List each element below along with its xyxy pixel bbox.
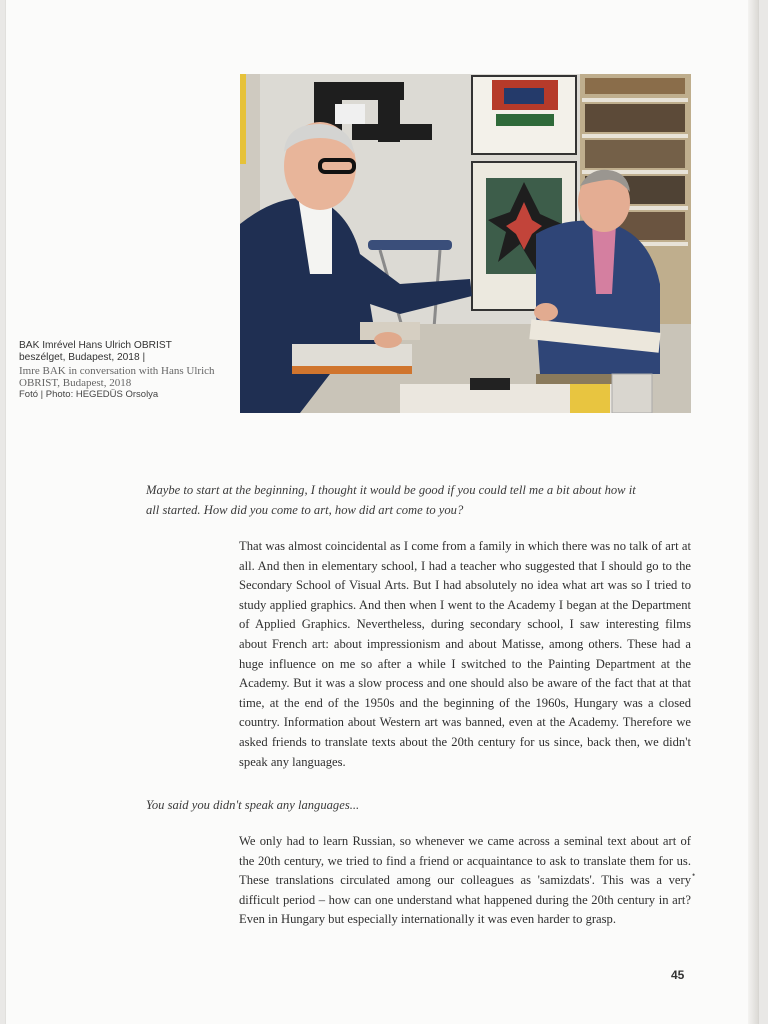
page-number: 45	[671, 968, 685, 982]
caption-english: Imre BAK in conversation with Hans Ulrich OBRIST, Budapest, 2018	[19, 364, 215, 389]
page-edge-shadow	[748, 0, 758, 1024]
caption-hungarian: BAK Imrével Hans Ulrich OBRIST beszélget, Budapest, 2018 |	[19, 340, 172, 364]
question-1: Maybe to start at the beginning, I thought it would be good if you could tell me a bit about how it all started. How did you come to art, how did art come to you?	[146, 483, 636, 517]
answer-2: We only had to learn Russian, so whenever we came across a seminal text about art of the 20th century, we tried to find a friend or acquaintance to ask to translate them for us. These translations circulated among our colleagues as 'samizdats'. This was a very difficult period – how can one understand what happened during the 20th century in art? Even in Hungary but especially internationally it was even harder to grasp.	[239, 834, 691, 927]
photo-interview-scene-icon	[240, 74, 691, 413]
photo-caption	[19, 340, 219, 401]
caption-credit: Fotó | Photo: HEGEDÜS Orsolya	[19, 389, 159, 401]
margin-dot: •	[692, 870, 696, 880]
question-2: You said you didn't speak any languages...	[146, 798, 360, 812]
page	[6, 0, 758, 1024]
answer-1: That was almost coincidental as I come from a family in which there was no talk of art at all. And then in elementary school, I had a teacher who suggested that I should go to the Secondary School of Visual Arts. But I had absolutely no idea what art was so I tried to study applied graphics. And then when I went to the Academy I began at the Department of Applied Graphics. Nevertheless, during secondary school, I saw interesting films about French art: about impressionism and about Matisse, among others. These had a huge influence on me so after a while I switched to the Painting Department at the Academy. But it was a slow process and one should also be aware of the fact that at that time, at the end of the 1950s and the beginning of the 1960s, Hungary was a closed country. Information about Western art was banned, even at the Academy. Therefore we asked friends to translate texts about the 20th century for us since, back then, we didn't speak any languages.	[239, 539, 691, 769]
interview-photo	[240, 74, 691, 413]
